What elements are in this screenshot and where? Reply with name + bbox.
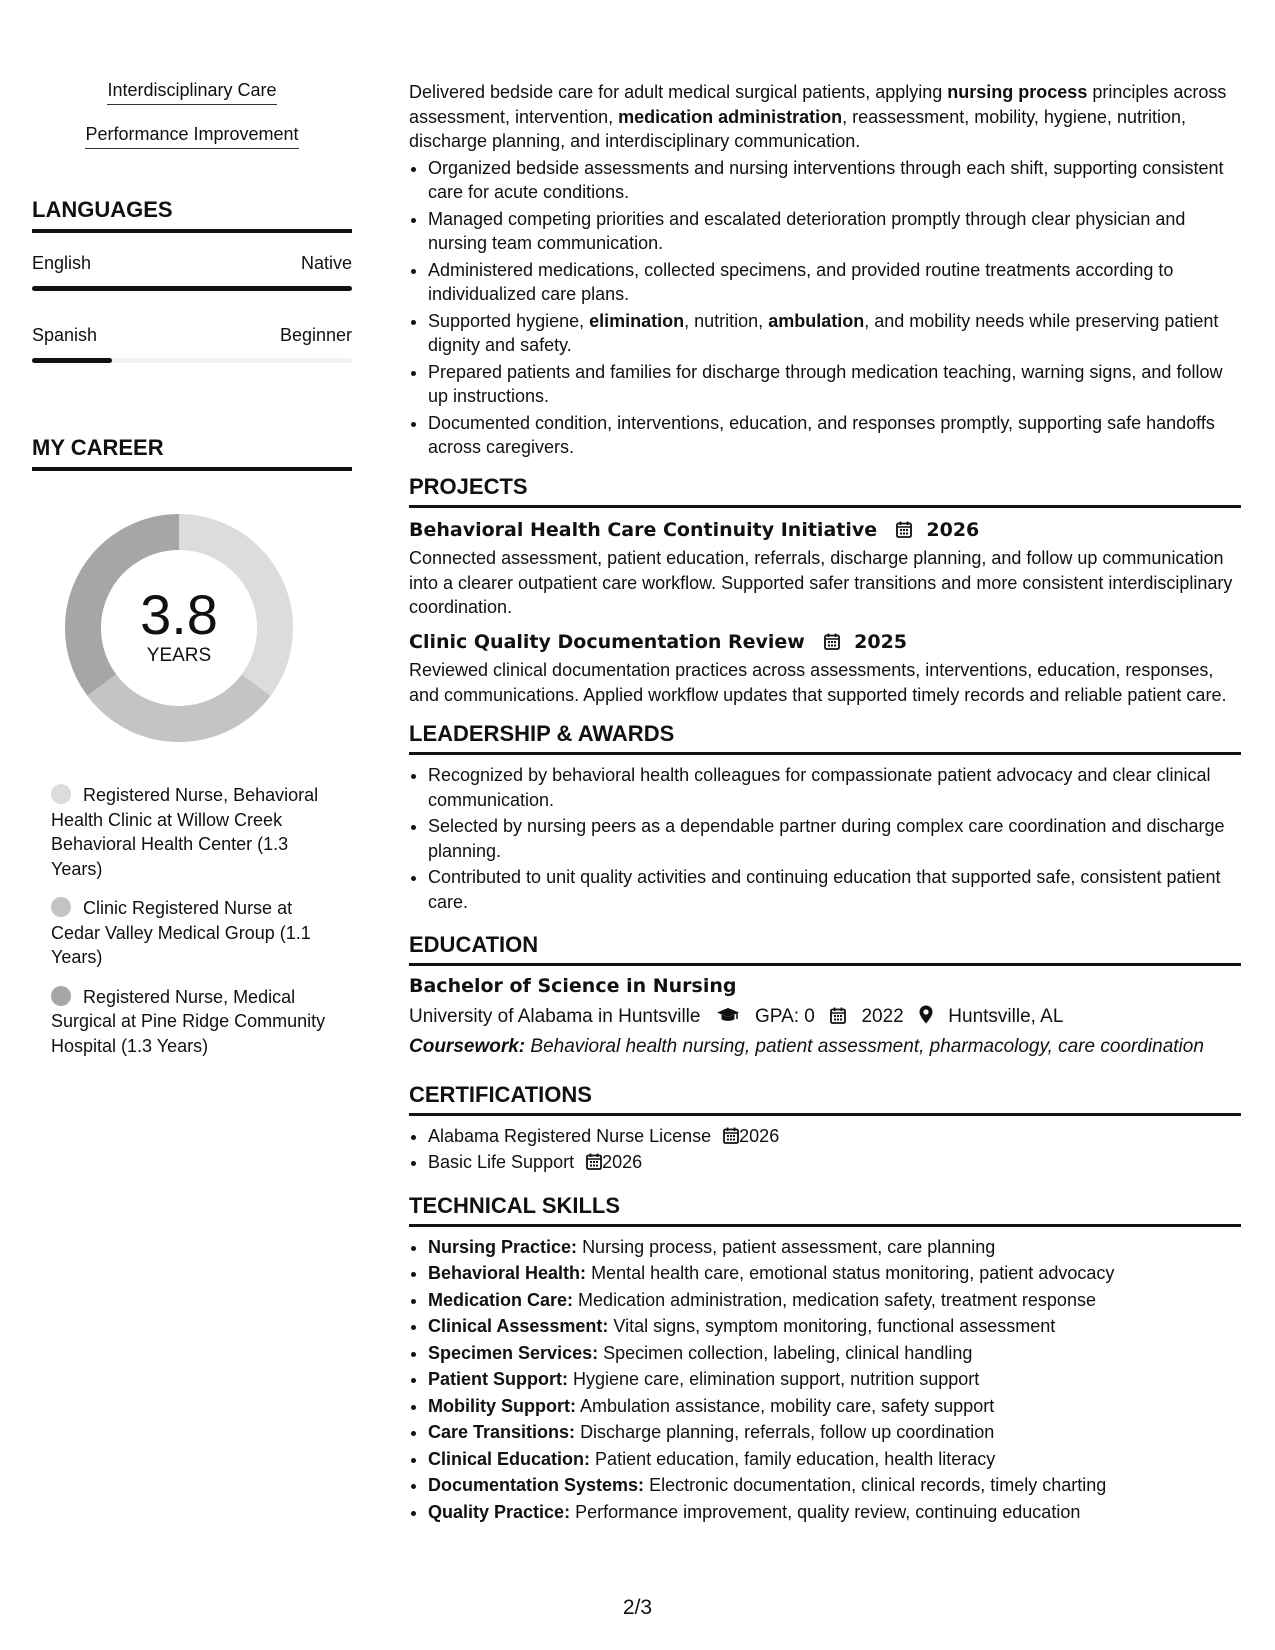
career-total-years: 3.8 (140, 583, 218, 646)
skill-label: Nursing Practice: (428, 1236, 578, 1257)
skill-label: Mobility Support: (428, 1395, 576, 1416)
career-total-unit: YEARS (146, 645, 212, 666)
experience-bullet: • Administered medications, collected specimens, and provided routine treatments according to individualized care plans. (428, 258, 1241, 307)
gpa: GPA: 0 (755, 1005, 815, 1027)
leadership-list (409, 763, 1241, 914)
career-label: Registered Nurse, Medical Surgical at Pine Ridge Community Hospital (1.3 Years) (51, 986, 326, 1056)
skill-item (428, 1235, 1241, 1260)
experience-summary: Delivered bedside care for adult medical surgical patients, applying nursing process principles across assessment, intervention, medication administration, reassessment, mobility, hygiene, nutrition, discharge planning, and interdisciplinary communication. (409, 82, 1227, 151)
project-item (409, 518, 1241, 620)
main-column (409, 80, 1241, 1526)
career-heading: MY CAREER (32, 435, 352, 471)
project-description: Reviewed clinical documentation practices across assessments, interventions, education, responses, and communications. Applied workflow updates that supported timely records and reliable patient care. (409, 660, 1227, 705)
project-year: 2025 (854, 630, 908, 653)
skill-item (428, 1420, 1241, 1445)
skill-item (428, 1367, 1241, 1392)
calendar-icon (896, 521, 912, 538)
skill-value: Performance improvement, quality review, continuing education (575, 1501, 1081, 1522)
language-level: Beginner (279, 325, 352, 345)
page-number: 2/3 (622, 1596, 653, 1619)
skill-item (428, 1261, 1241, 1286)
project-description: Connected assessment, patient education, referrals, discharge planning, and follow up communication into a clearer outpatient care workflow. Supported safer transitions and more consistent interdisciplinary coordination. (409, 548, 1233, 617)
skill-label: Documentation Systems: (428, 1475, 645, 1495)
strength-item: Performance Improvement (85, 124, 298, 149)
career-legend (32, 783, 352, 1058)
location-pin-icon (919, 1006, 933, 1027)
career-legend-item (51, 783, 331, 881)
career-donut-chart (64, 513, 294, 743)
skill-label: Clinical Assessment: (428, 1316, 609, 1336)
skill-label: Care Transitions: (428, 1422, 576, 1442)
language-item (32, 253, 352, 291)
language-level: Native (300, 253, 352, 273)
certifications-list (409, 1124, 1241, 1175)
language-proficiency-bar (32, 286, 352, 291)
skill-value: Hygiene care, elimination support, nutrition support (573, 1369, 980, 1389)
leadership-item: • Recognized by behavioral health colleagues for compassionate patient advocacy and clear clinical communication. (428, 763, 1241, 812)
skill-item (428, 1341, 1241, 1366)
skill-item (428, 1500, 1241, 1525)
sidebar (32, 80, 352, 1073)
career-label: Registered Nurse, Behavioral Health Clinic at Willow Creek Behavioral Health Center (1.3 Years) (51, 785, 319, 879)
language-item (32, 325, 352, 363)
leadership-heading: LEADERSHIP & AWARDS (409, 721, 1241, 755)
school-name: University of Alabama in Huntsville (409, 1005, 701, 1027)
school-location: Huntsville, AL (948, 1005, 1064, 1027)
projects-heading: PROJECTS (409, 474, 1241, 508)
language-proficiency-bar (32, 358, 352, 363)
skill-value: Mental health care, emotional status monitoring, patient advocacy (591, 1263, 1115, 1283)
skill-value: Electronic documentation, clinical records, timely charting (649, 1475, 1107, 1495)
skill-item (428, 1288, 1241, 1313)
project-item (409, 630, 1241, 708)
skill-label: Behavioral Health: (428, 1263, 587, 1283)
education-item (409, 974, 1241, 1060)
legend-dot (51, 986, 71, 1006)
project-year: 2026 (926, 518, 980, 541)
experience-bullet: • Organized bedside assessments and nursing interventions through each shift, supporting consistent care for acute conditions. (428, 156, 1241, 205)
language-name: English (32, 253, 92, 273)
experience-bullets (409, 156, 1241, 460)
skill-value: Vital signs, symptom monitoring, functional assessment (613, 1316, 1056, 1336)
education-heading: EDUCATION (409, 932, 1241, 966)
skill-item (428, 1394, 1241, 1419)
certification-year: 2026 (602, 1152, 643, 1172)
graduation-year: 2022 (861, 1005, 904, 1027)
calendar-icon (824, 633, 840, 650)
skill-label: Quality Practice: (428, 1501, 571, 1522)
project-name: Behavioral Health Care Continuity Initiative (409, 518, 878, 541)
skill-value: Discharge planning, referrals, follow up coordination (580, 1422, 995, 1442)
skill-value: Patient education, family education, health literacy (595, 1448, 996, 1469)
leadership-item: • Contributed to unit quality activities and continuing education that supported safe, consistent patient care. (428, 865, 1241, 914)
calendar-icon (586, 1153, 602, 1170)
coursework (409, 1035, 1241, 1060)
skill-label: Medication Care: (428, 1289, 574, 1310)
skill-label: Clinical Education: (428, 1448, 591, 1469)
graduation-cap-icon (716, 1006, 740, 1027)
language-proficiency-fill (32, 358, 112, 363)
calendar-icon (723, 1127, 739, 1144)
certification-item (428, 1150, 1241, 1175)
language-name: Spanish (32, 325, 98, 345)
certification-year: 2026 (739, 1125, 780, 1146)
languages-list (32, 253, 352, 363)
leadership-item: • Selected by nursing peers as a dependable partner during complex care coordination and discharge planning. (428, 814, 1241, 863)
career-label: Clinic Registered Nurse at Cedar Valley Medical Group (1.1 Years) (51, 898, 311, 967)
coursework-list: Behavioral health nursing, patient assessment, pharmacology, care coordination (530, 1036, 1204, 1057)
skill-value: Ambulation assistance, mobility care, safety support (580, 1395, 995, 1416)
skill-item (428, 1314, 1241, 1339)
certification-name: Alabama Registered Nurse License (428, 1125, 712, 1146)
experience-bullet: • Managed competing priorities and escalated deterioration promptly through clear physician and nursing team communication. (428, 207, 1241, 256)
skill-value: Medication administration, medication safety, treatment response (578, 1289, 1096, 1310)
skills-heading: TECHNICAL SKILLS (409, 1193, 1241, 1227)
legend-dot (51, 897, 71, 917)
career-legend-item (51, 985, 331, 1059)
language-proficiency-fill (32, 286, 352, 291)
degree-name: Bachelor of Science in Nursing (409, 975, 737, 997)
certification-item (428, 1124, 1241, 1149)
legend-dot (51, 784, 71, 804)
strength-item: Interdisciplinary Care (107, 80, 276, 105)
skills-list (409, 1235, 1241, 1525)
strengths-list (32, 80, 352, 168)
certification-name: Basic Life Support (428, 1152, 575, 1172)
career-legend-item (51, 896, 331, 970)
languages-heading: LANGUAGES (32, 197, 352, 233)
skill-value: Nursing process, patient assessment, care planning (582, 1236, 996, 1257)
experience-bullet: • Documented condition, interventions, education, and responses promptly, supporting safe handoffs across caregivers. (428, 411, 1241, 460)
experience-bullet: • Supported hygiene, elimination, nutrition, ambulation, and mobility needs while preserving patient dignity and safety. (428, 309, 1241, 358)
skill-label: Specimen Services: (428, 1342, 599, 1363)
skill-item (428, 1473, 1241, 1498)
coursework-label: Coursework: (409, 1036, 526, 1057)
skill-label: Patient Support: (428, 1369, 568, 1389)
experience-bullet: • Prepared patients and families for discharge through medication teaching, warning signs, and follow up instructions. (428, 360, 1241, 409)
skill-value: Specimen collection, labeling, clinical handling (603, 1342, 973, 1363)
calendar-icon (830, 1006, 846, 1027)
certifications-heading: CERTIFICATIONS (409, 1082, 1241, 1116)
project-name: Clinic Quality Documentation Review (409, 630, 805, 653)
skill-item (428, 1447, 1241, 1472)
